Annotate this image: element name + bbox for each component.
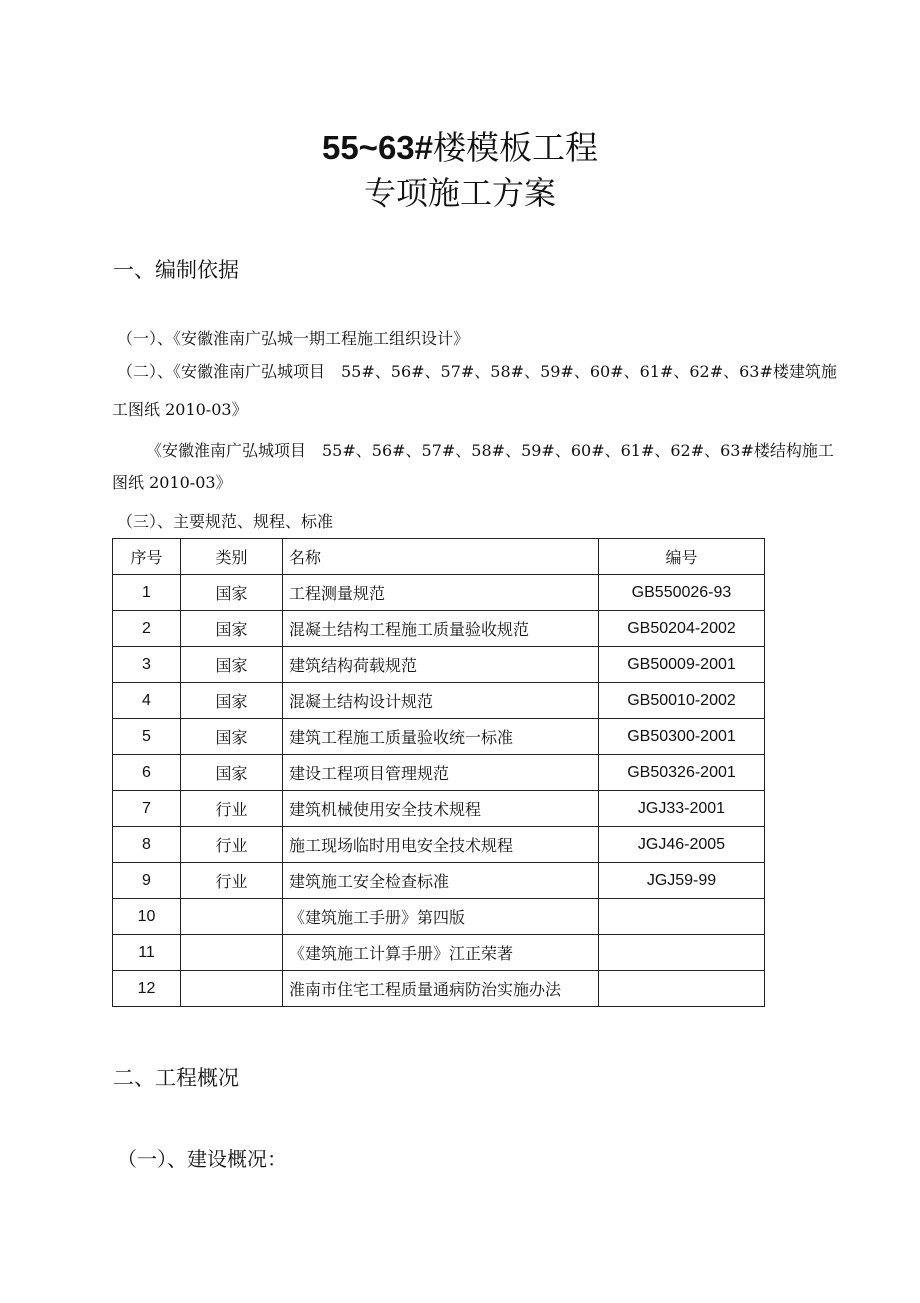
cell-no: 12 [113, 971, 181, 1007]
table-row [113, 791, 765, 827]
basis-item-1: （一）、《安徽淮南广弘城一期工程施工组织设计》 [117, 329, 470, 348]
table-row [113, 827, 765, 863]
cell-code: GB50009-2001 [599, 647, 765, 683]
cell-name: 建筑施工安全检查标准 [283, 863, 599, 899]
cell-code [599, 899, 765, 935]
basis-item-2b-line1: 《安徽淮南广弘城项目 55#、56#、57#、58#、59#、60#、61#、62#、63#楼结构施工 [146, 441, 834, 460]
cell-category: 行业 [181, 863, 283, 899]
table-row [113, 647, 765, 683]
header-no: 序号 [113, 539, 181, 575]
basis-item-3: （三）、主要规范、规程、标准 [117, 512, 334, 531]
cell-category: 行业 [181, 791, 283, 827]
cell-code: GB550026-93 [599, 575, 765, 611]
cell-category [181, 899, 283, 935]
section-heading-overview: 二、工程概况 [113, 1066, 239, 1090]
cell-code: GB50326-2001 [599, 755, 765, 791]
cell-name: 《建筑施工计算手册》江正荣著 [283, 935, 599, 971]
cell-category [181, 935, 283, 971]
cell-name: 建筑机械使用安全技术规程 [283, 791, 599, 827]
title-text: 楼模板工程 [433, 128, 599, 167]
cell-no: 2 [113, 611, 181, 647]
table-row [113, 935, 765, 971]
header-name: 名称 [283, 539, 599, 575]
cell-no: 4 [113, 683, 181, 719]
basis-item-2b-line2: 图纸 2010-03》 [112, 473, 232, 492]
cell-category: 国家 [181, 611, 283, 647]
cell-category: 国家 [181, 647, 283, 683]
standards-table [112, 538, 765, 1007]
table-row [113, 971, 765, 1007]
cell-name: 混凝土结构工程施工质量验收规范 [283, 611, 599, 647]
cell-name: 施工现场临时用电安全技术规程 [283, 827, 599, 863]
cell-no: 10 [113, 899, 181, 935]
cell-category: 行业 [181, 827, 283, 863]
table-row [113, 611, 765, 647]
cell-code: JGJ46-2005 [599, 827, 765, 863]
cell-name: 建筑工程施工质量验收统一标准 [283, 719, 599, 755]
basis-item-2-line1: （二）、《安徽淮南广弘城项目 55#、56#、57#、58#、59#、60#、61#、62#、63#楼建筑施 [117, 362, 837, 381]
table-header-row [113, 539, 765, 575]
table-row [113, 575, 765, 611]
cell-category: 国家 [181, 755, 283, 791]
cell-no: 5 [113, 719, 181, 755]
cell-name: 淮南市住宅工程质量通病防治实施办法 [283, 971, 599, 1007]
cell-no: 9 [113, 863, 181, 899]
cell-no: 1 [113, 575, 181, 611]
table-row [113, 755, 765, 791]
table-row [113, 683, 765, 719]
document-title [0, 122, 920, 169]
cell-category: 国家 [181, 575, 283, 611]
document-subtitle: 专项施工方案 [363, 174, 556, 212]
cell-code: GB50010-2002 [599, 683, 765, 719]
cell-code: JGJ33-2001 [599, 791, 765, 827]
cell-name: 《建筑施工手册》第四版 [283, 899, 599, 935]
basis-item-2-line2: 工图纸 2010-03》 [112, 400, 248, 419]
cell-no: 8 [113, 827, 181, 863]
overview-sub-1: （一）、建设概况： [117, 1147, 287, 1171]
table-row [113, 719, 765, 755]
cell-name: 混凝土结构设计规范 [283, 683, 599, 719]
cell-code: GB50300-2001 [599, 719, 765, 755]
cell-code: GB50204-2002 [599, 611, 765, 647]
cell-code [599, 935, 765, 971]
cell-no: 6 [113, 755, 181, 791]
cell-no: 11 [113, 935, 181, 971]
cell-category: 国家 [181, 719, 283, 755]
cell-category: 国家 [181, 683, 283, 719]
cell-no: 7 [113, 791, 181, 827]
header-category: 类别 [181, 539, 283, 575]
section-heading-basis: 一、编制依据 [113, 258, 239, 282]
table-row [113, 863, 765, 899]
cell-category [181, 971, 283, 1007]
cell-name: 工程测量规范 [283, 575, 599, 611]
cell-code: JGJ59-99 [599, 863, 765, 899]
cell-name: 建筑结构荷载规范 [283, 647, 599, 683]
table-row [113, 899, 765, 935]
title-number: 55~63# [321, 129, 434, 166]
cell-code [599, 971, 765, 1007]
cell-no: 3 [113, 647, 181, 683]
header-code: 编号 [599, 539, 765, 575]
cell-name: 建设工程项目管理规范 [283, 755, 599, 791]
